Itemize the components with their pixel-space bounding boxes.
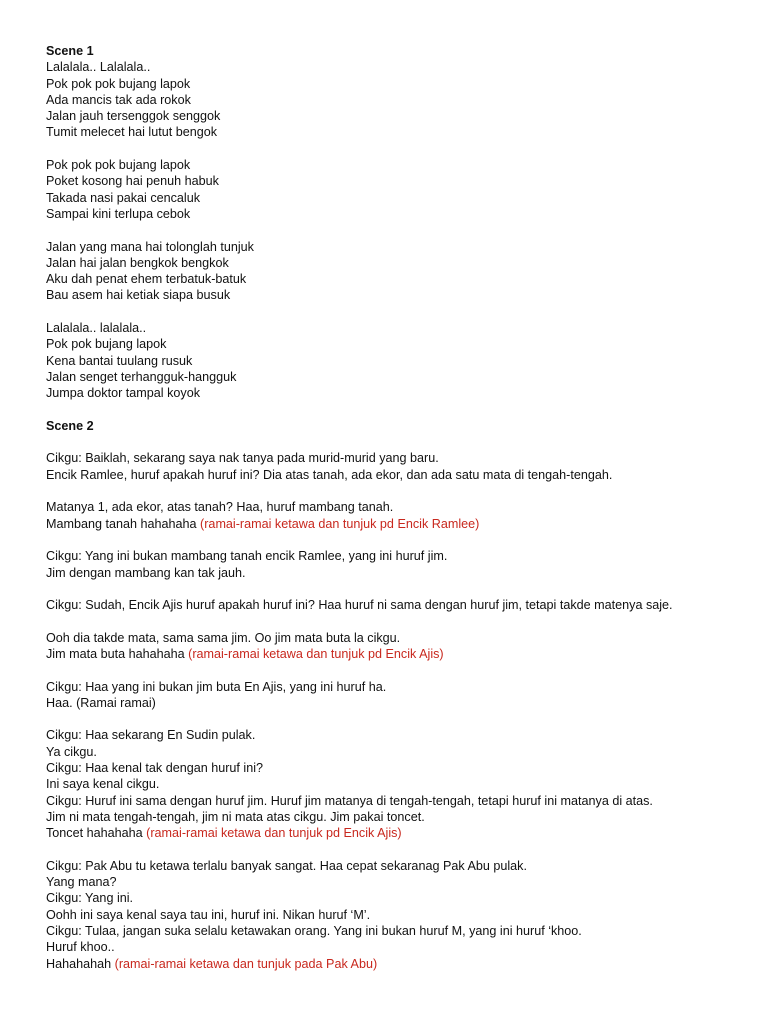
dialogue-text: Cikgu: Tulaa, jangan suka selalu ketawakan orang. Yang ini bukan huruf M, yang ini huruf ‘khoo.	[46, 924, 582, 939]
dialogue-text: Ya cikgu.	[46, 744, 97, 759]
dialogue-block	[46, 548, 746, 581]
dialogue-line	[46, 646, 746, 662]
dialogue-block	[46, 679, 746, 712]
lyric-line: Lalalala.. Lalalala..	[46, 60, 151, 75]
dialogue-text: Cikgu: Huruf ini sama dengan huruf jim. Huruf jim matanya di tengah-tengah, tetapi huruf ini matanya di atas.	[46, 793, 653, 808]
dialogue-line	[46, 907, 746, 923]
dialogue-line	[46, 858, 746, 874]
lyric-line: Pok pok pok bujang lapok	[46, 76, 191, 91]
dialogue-text: Huruf khoo..	[46, 940, 115, 955]
dialogue-line	[46, 450, 746, 466]
dialogue-line	[46, 630, 746, 646]
dialogue-line	[46, 825, 746, 841]
dialogue-text: Cikgu: Yang ini bukan mambang tanah encik Ramlee, yang ini huruf jim.	[46, 549, 448, 564]
dialogue-text: Cikgu: Baiklah, sekarang saya nak tanya pada murid-murid yang baru.	[46, 451, 439, 466]
dialogue-line	[46, 565, 746, 581]
dialogue-line	[46, 809, 746, 825]
dialogue-block	[46, 499, 746, 532]
dialogue-text: Encik Ramlee, huruf apakah huruf ini? Dia atas tanah, ada ekor, dan ada satu mata di tengah-tengah.	[46, 467, 613, 482]
song-verse	[46, 59, 746, 140]
dialogue-text: Mambang tanah hahahaha	[46, 516, 201, 531]
scene-2-heading: Scene 2	[46, 418, 94, 433]
dialogue-block	[46, 858, 746, 972]
dialogue-text: Cikgu: Haa sekarang En Sudin pulak.	[46, 728, 256, 743]
lyric-line: Pok pok pok bujang lapok	[46, 158, 191, 173]
lyric-line: Poket kosong hai penuh habuk	[46, 174, 219, 189]
stage-direction: (ramai-ramai ketawa dan tunjuk pd Encik Ramlee)	[200, 516, 480, 531]
lyric-line: Sampai kini terlupa cebok	[46, 206, 191, 221]
lyric-line: Pok pok bujang lapok	[46, 337, 167, 352]
dialogue-line	[46, 874, 746, 890]
dialogue-text: Jim dengan mambang kan tak jauh.	[46, 565, 246, 580]
dialogue-line	[46, 956, 746, 972]
dialogue-text: Haa. (Ramai ramai)	[46, 695, 156, 710]
stage-direction: (ramai-ramai ketawa dan tunjuk pd Encik Ajis)	[146, 826, 402, 841]
dialogue-text: Cikgu: Pak Abu tu ketawa terlalu banyak sangat. Haa cepat sekaranag Pak Abu pulak.	[46, 858, 527, 873]
dialogue-text: Cikgu: Haa yang ini bukan jim buta En Ajis, yang ini huruf ha.	[46, 679, 387, 694]
lyric-line: Takada nasi pakai cencaluk	[46, 190, 201, 205]
lyric-line: Aku dah penat ehem terbatuk-batuk	[46, 272, 247, 287]
dialogue-text: Cikgu: Haa kenal tak dengan huruf ini?	[46, 761, 264, 776]
dialogue-line	[46, 516, 746, 532]
dialogue-line	[46, 744, 746, 760]
lyric-line: Jalan yang mana hai tolonglah tunjuk	[46, 239, 254, 254]
lyric-line: Jalan senget terhangguk-hangguk	[46, 369, 237, 384]
dialogue-text: Hahahahah	[46, 956, 115, 971]
lyric-line: Bau asem hai ketiak siapa busuk	[46, 288, 231, 303]
dialogue-line	[46, 760, 746, 776]
dialogue-text: Ini saya kenal cikgu.	[46, 777, 160, 792]
dialogue-block	[46, 630, 746, 663]
dialogue-line	[46, 793, 746, 809]
dialogue-line	[46, 499, 746, 515]
lyric-line: Tumit melecet hai lutut bengok	[46, 125, 218, 140]
lyric-line: Lalalala.. lalalala..	[46, 321, 147, 336]
dialogue-line	[46, 923, 746, 939]
stage-direction: (ramai-ramai ketawa dan tunjuk pada Pak Abu)	[114, 956, 378, 971]
stage-direction: (ramai-ramai ketawa dan tunjuk pd Encik Ajis)	[188, 646, 444, 661]
dialogue-line	[46, 890, 746, 906]
dialogue-line	[46, 467, 746, 483]
dialogue-text: Oohh ini saya kenal saya tau ini, huruf ini. Nikan huruf ‘M’.	[46, 907, 371, 922]
dialogue-block	[46, 597, 746, 613]
dialogue-line	[46, 548, 746, 564]
dialogue-text: Yang mana?	[46, 875, 117, 890]
dialogue-text: Toncet hahahaha	[46, 826, 147, 841]
song-verse	[46, 320, 746, 401]
lyric-line: Ada mancis tak ada rokok	[46, 92, 191, 107]
dialogue-line	[46, 727, 746, 743]
dialogue-text: Cikgu: Yang ini.	[46, 891, 134, 906]
lyric-line: Jalan hai jalan bengkok bengkok	[46, 255, 229, 270]
dialogue-text: Ooh dia takde mata, sama sama jim. Oo jim mata buta la cikgu.	[46, 630, 401, 645]
dialogue-block	[46, 727, 746, 841]
document-page	[46, 43, 746, 972]
song-verse	[46, 157, 746, 222]
dialogue-line	[46, 597, 746, 613]
dialogue-text: Matanya 1, ada ekor, atas tanah? Haa, huruf mambang tanah.	[46, 500, 394, 515]
dialogue-text: Jim mata buta hahahaha	[46, 646, 189, 661]
lyric-line: Kena bantai tuulang rusuk	[46, 353, 193, 368]
lyric-line: Jumpa doktor tampal koyok	[46, 386, 200, 401]
dialogue-block	[46, 450, 746, 483]
dialogue-line	[46, 679, 746, 695]
dialogue-line	[46, 695, 746, 711]
lyric-line: Jalan jauh tersenggok senggok	[46, 109, 221, 124]
dialogue-text: Jim ni mata tengah-tengah, jim ni mata atas cikgu. Jim pakai toncet.	[46, 809, 425, 824]
song-verse	[46, 239, 746, 304]
dialogue-line	[46, 939, 746, 955]
dialogue-line	[46, 776, 746, 792]
dialogue-text: Cikgu: Sudah, Encik Ajis huruf apakah huruf ini? Haa huruf ni sama dengan huruf jim, tetapi takde matenya saje.	[46, 598, 673, 613]
scene-1-heading: Scene 1	[46, 44, 94, 58]
